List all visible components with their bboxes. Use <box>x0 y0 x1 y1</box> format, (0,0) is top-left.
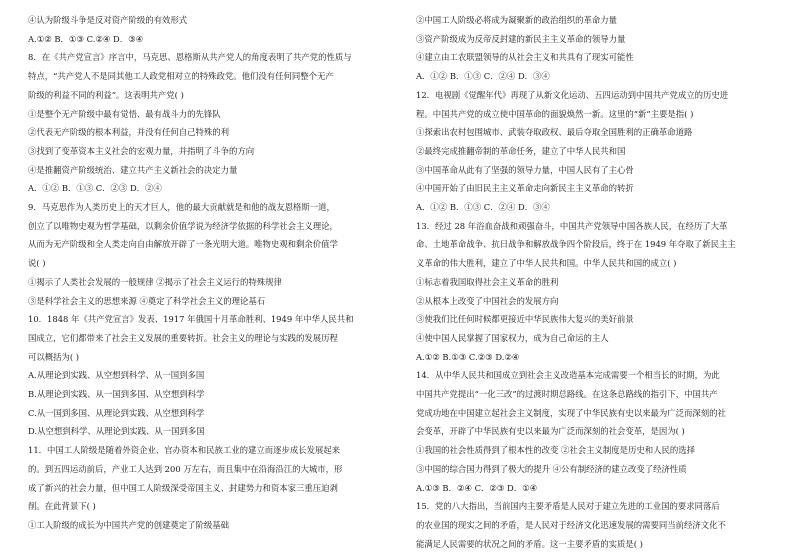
text-line: ③使我们比任何时候都更接近中华民族伟大复兴的美好前景 <box>416 314 634 325</box>
text-line: ②从根本上改变了中国社会的发展方向 <box>416 295 559 306</box>
text-line: ①标志着我国取得社会主义革命的胜利 <box>416 276 559 287</box>
text-line: 11．中国工人阶级是随着外资企业、官办资本和民族工业的建立而逐步成长发展起来 <box>28 445 341 456</box>
text-line: ①工人阶级的成长为中国共产党的创建奠定了阶级基础 <box>28 519 229 530</box>
text-line: ③是科学社会主义的思想来源 ④奠定了科学社会主义的理论基石 <box>28 295 266 306</box>
text-line: 义革命的伟大胜利，建立了中华人民共和国。中华人民共和国的成立( ) <box>416 258 677 269</box>
text-line: 创立了以唯物史观为哲学基础，以剩余价值学说为经济学依据的科学社会主义理论， <box>28 220 338 231</box>
text-line: 的。到五四运动前后，产业工人达到 200 万左右，而且集中在沿海沿江的大城市，形 <box>28 463 343 474</box>
text-line: ①揭示了人类社会发展的一般规律 ②揭示了社会主义运行的特殊规律 <box>28 276 282 287</box>
text-line: ④是推翻资产阶级统治、建立共产主义新社会的决定力量 <box>28 164 238 175</box>
text-line: ③中国的综合国力得到了极大的提升 ④公有制经济的建立改变了经济性质 <box>416 463 687 474</box>
text-line: 15．党的八大指出，当前国内主要矛盾是人民对于建立先进的工业国的要求同落后 <box>416 501 720 512</box>
text-line: ①是整个无产阶级中最有觉悟、最有战斗力的先锋队 <box>28 108 221 119</box>
text-line: ③中国革命从此有了坚强的领导力量，中国人民有了主心骨 <box>416 164 634 175</box>
text-line: ③找到了变革资本主义社会的宏观力量，并指明了斗争的方向 <box>28 145 255 156</box>
text-line: C.从一国到多国、从理论到实践、从空想到科学 <box>28 407 205 418</box>
text-line: ①探索出农村包围城市、武装夺取政权、最后夺取全国胜利的正确革命道路 <box>416 127 693 138</box>
text-line: ④认为阶级斗争是反对资产阶级的有效形式 <box>28 15 188 25</box>
text-line: 国成立，它们都带来了社会主义发展的重要转折。社会主义的理论与实践的发展历程 <box>28 332 338 343</box>
text-line: 8．在《共产党宣言》序言中，马克思、恩格斯从共产党人的角度表明了共产党的性质与 <box>28 52 352 63</box>
text-line: A.①② B.①③ C.②③ D.②④ <box>416 351 520 362</box>
text-line: 14．从中华人民共和国成立到社会主义改造基本完成需要一个相当长的时期，为此 <box>416 370 720 381</box>
text-line: B.从理论到实践、从一国到多国、从空想到科学 <box>28 389 205 399</box>
text-line: 阶级的利益不同的利益”。这表明共产党( ) <box>28 89 184 100</box>
text-line: 削。在此背景下( ) <box>28 501 96 512</box>
text-line: 说( ) <box>28 258 46 269</box>
text-line: ②代表无产阶级的根本利益，并没有任何自己特殊的利 <box>28 127 229 138</box>
text-line: 能满足人民需要的状况之间的矛盾。这一主要矛盾的实质是( ) <box>416 538 643 549</box>
text-line: ②中国工人阶级必将成为凝聚新的政治组织的革命力量 <box>416 15 617 25</box>
text-line: 12．电视剧《觉醒年代》再现了从新文化运动、五四运动到中国共产党成立的历史进 <box>416 89 729 100</box>
text-line: A．①② B．①③ C．②③ D．②④ <box>28 183 162 194</box>
text-line: A.①② B．①③ C.②④ D．③④ <box>28 33 144 44</box>
text-line: 会变革，开辟了中华民族有史以来最为广泛而深刻的社会变革，是因为( ) <box>416 426 685 437</box>
text-line: ④中国开始了由旧民主主义革命走向新民主主义革命的转折 <box>416 183 634 194</box>
text-line: 13．经过 28 年浴血奋战和顽强奋斗，中国共产党领导中国各族人民，在经历了大革 <box>416 220 728 231</box>
text-line: 中国共产党提出“一化三改”的过渡时期总路线。在这条总路线的指引下，中国共产 <box>416 389 718 399</box>
text-line: 成了新兴的社会力量，但中国工人阶级深受帝国主义、封建势力和资本家三重压迫剥 <box>28 482 338 493</box>
text-line: D.从空想到科学、从理论到实践、从一国到多国 <box>28 426 205 437</box>
text-line: 9．马克思作为人类历史上的天才巨人，他的最大贡献就是和他的战友恩格斯一道， <box>28 202 335 212</box>
text-line: ②最终完成推翻帝制的革命任务，建立了中华人民共和国 <box>416 145 626 156</box>
text-line: 可以概括为( ) <box>28 351 80 362</box>
text-line: A．①② B．①③ C．②④ D．③④ <box>416 71 550 82</box>
text-line: A．①② B．①③ C．②④ D．③④ <box>416 202 550 212</box>
text-line: A.①③ B．②④ C．②③ D．①④ <box>416 482 538 493</box>
text-line: ④建立由工农联盟领导的从社会主义和共具有了现实可能性 <box>416 52 634 63</box>
text-line: 的农业国的现实之间的矛盾，是人民对于经济文化迅速发展的需要同当前经济文化不 <box>416 519 726 530</box>
text-line: ③资产阶级成为反帝反封建的新民主主义革命的领导力量 <box>416 33 626 44</box>
text-line: A.从理论到实践、从空想到科学、从一国到多国 <box>28 370 205 381</box>
text-line: 命、土地革命战争、抗日战争和解放战争四个阶段后，终于在 1949 年夺取了新民主主 <box>416 239 736 250</box>
text-line: 特点，“共产党人不是同其他工人政党相对立的特殊政党。他们没有任何同整个无产 <box>28 71 334 82</box>
text-line: 10．1848 年《共产党宣言》发表、1917 年俄国十月革命胜利、1949 年中华人民共和 <box>28 314 354 325</box>
text-line: ①我国的社会性质得到了根本性的改变 ②社会主义制度是历史和人民的选择 <box>416 445 696 456</box>
text-line: 从而为无产阶级和全人类走向自由解放开辟了一条光明大道。唯物史观和剩余价值学 <box>28 239 338 250</box>
text-line: ④使中国人民掌握了国家权力，成为自己命运的主人 <box>416 332 609 343</box>
text-line: 程。中国共产党的成立使中国革命的面貌焕然一新。这里的“新”主要是指( ) <box>416 108 694 119</box>
text-line: 党成功地在中国建立起社会主义制度，实现了中华民族有史以来最为广泛而深刻的社 <box>416 407 726 418</box>
